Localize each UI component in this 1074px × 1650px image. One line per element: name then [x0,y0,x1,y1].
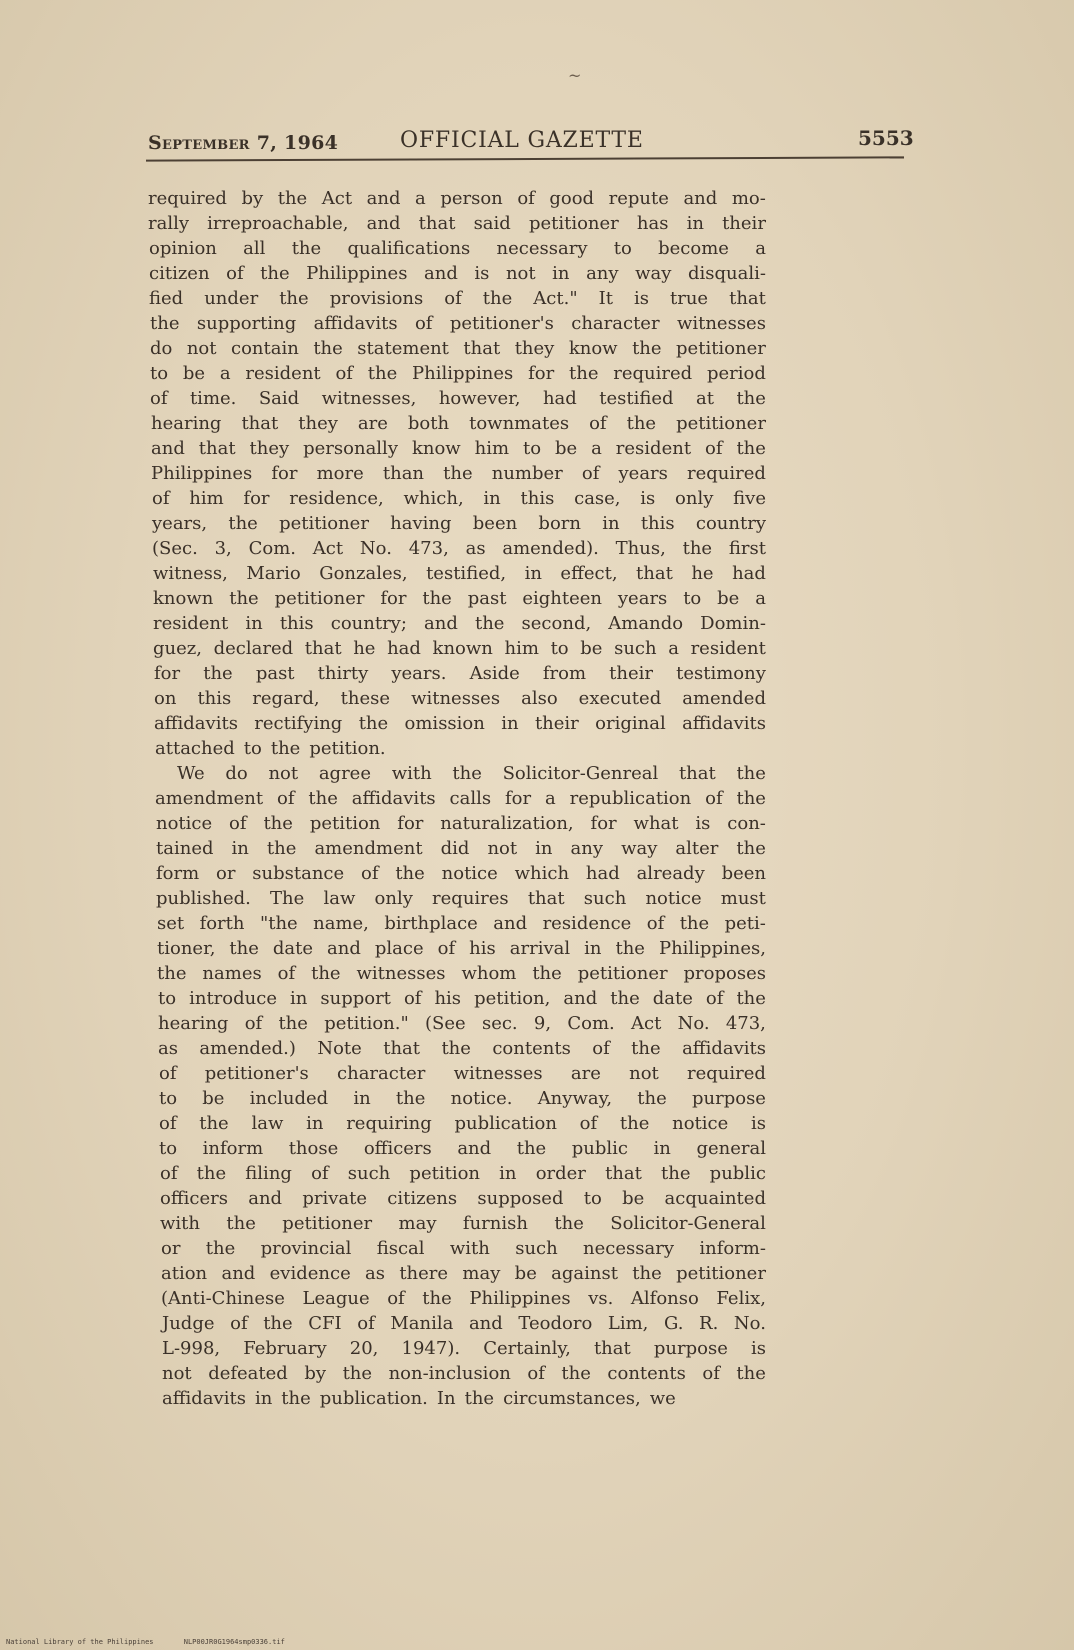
body-line: notice of the petition for naturalization, for what is con- [156,813,766,834]
body-line: resident in this country; and the second, Amando Domin- [153,613,766,634]
header-page-number: 5553 [858,126,914,150]
body-line: of him for residence, which, in this case, is only five [152,488,766,509]
body-line: or the provincial fiscal with such necessary inform- [161,1238,766,1259]
top-mark: ~ [568,66,582,85]
body-line: affidavits in the publication. In the circumstances, we [162,1388,676,1409]
body-line: attached to the petition. [155,738,386,759]
body-line: do not contain the statement that they know the petitioner [150,338,766,359]
body-line: amendment of the affidavits calls for a republication of the [155,788,766,809]
body-line: on this regard, these witnesses also executed amended [154,688,766,709]
body-line: tained in the amendment did not in any way alter the [156,838,766,859]
body-line: hearing of the petition." (See sec. 9, Com. Act No. 473, [158,1013,766,1034]
body-line: Judge of the CFI of Manila and Teodoro Lim, G. R. No. [162,1313,766,1334]
body-line: to introduce in support of his petition, and the date of the [158,988,766,1009]
body-line: set forth "the name, birthplace and residence of the peti- [157,913,766,934]
body-line: required by the Act and a person of good repute and mo- [148,188,766,209]
body-line: guez, declared that he had known him to be such a resident [153,638,766,659]
body-line: as amended.) Note that the contents of the affidavits [158,1038,766,1059]
body-line: to be included in the notice. Anyway, the purpose [159,1088,766,1109]
body-line: and that they personally know him to be a resident of the [151,438,766,459]
body-line: citizen of the Philippines and is not in any way disquali- [149,263,766,284]
body-line: years, the petitioner having been born in this country [152,513,766,534]
body-line: form or substance of the notice which had already been [156,863,766,884]
body-line: (Sec. 3, Com. Act No. 473, as amended). Thus, the first [152,538,766,559]
body-line: the names of the witnesses whom the petitioner proposes [157,963,766,984]
body-line: known the petitioner for the past eighteen years to be a [153,588,766,609]
body-line: ation and evidence as there may be against the petitioner [161,1263,766,1284]
body-line: We do not agree with the Solicitor-Genreal that the [177,763,766,784]
body-line: fied under the provisions of the Act." It is true that [149,288,766,309]
footer-library: National Library of the Philippines [6,1638,154,1646]
header-date: September 7, 1964 [148,132,339,154]
body-line: affidavits rectifying the omission in their original affidavits [154,713,766,734]
body-line: to be a resident of the Philippines for the required period [150,363,766,384]
body-line: published. The law only requires that such notice must [156,888,766,909]
body-line: opinion all the qualifications necessary to become a [149,238,766,259]
body-line: to inform those officers and the public in general [159,1138,766,1159]
body-line: of the law in requiring publication of the notice is [159,1113,766,1134]
body-line: officers and private citizens supposed to be acquainted [160,1188,766,1209]
body-text [148,186,766,1411]
body-line: tioner, the date and place of his arrival in the Philippines, [157,938,766,959]
body-line: Philippines for more than the number of years required [151,463,766,484]
body-line: witness, Mario Gonzales, testified, in effect, that he had [153,563,766,584]
body-line: of time. Said witnesses, however, had testified at the [150,388,766,409]
body-line: of petitioner's character witnesses are not required [159,1063,766,1084]
header-title: OFFICIAL GAZETTE [400,128,644,153]
body-line: (Anti-Chinese League of the Philippines vs. Alfonso Felix, [161,1288,766,1309]
body-line: of the filing of such petition in order that the public [160,1163,766,1184]
body-line: with the petitioner may furnish the Solicitor-General [160,1213,766,1234]
body-line: for the past thirty years. Aside from their testimony [154,663,766,684]
body-line: the supporting affidavits of petitioner's character witnesses [150,313,766,334]
body-line: L-998, February 20, 1947). Certainly, that purpose is [162,1338,766,1359]
body-line: rally irreproachable, and that said petitioner has in their [148,213,766,234]
body-line: hearing that they are both townmates of the petitioner [151,413,766,434]
scan-footer [6,1638,311,1646]
body-line: not defeated by the non-inclusion of the contents of the [162,1363,766,1384]
footer-file-id: NLP00JR0G1964smp0336.tif [183,1638,285,1646]
